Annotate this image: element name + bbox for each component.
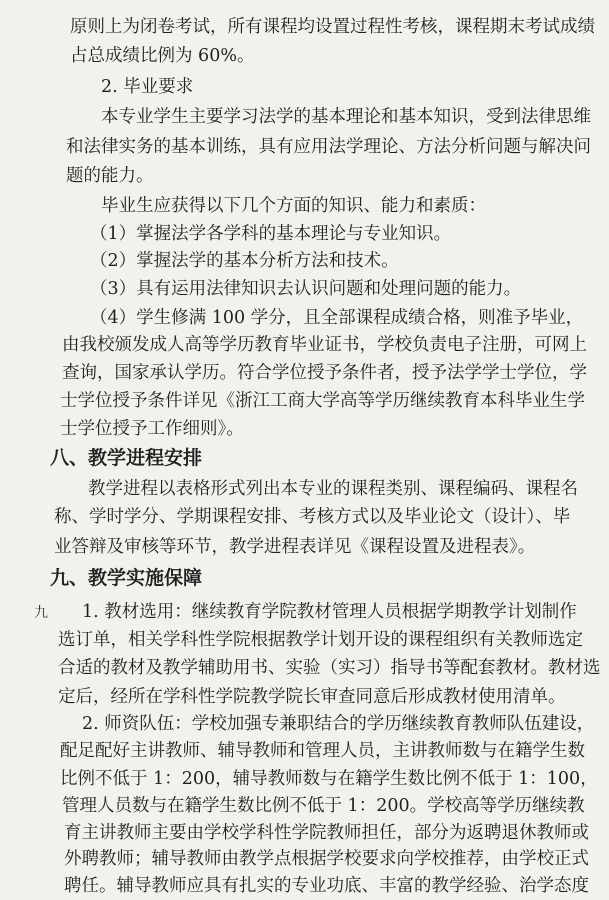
text-line-2: 占总成绩比例为 60%。 <box>70 45 255 66</box>
text-line-27: 配足配好主讲教师、辅导教师和管理人员，主讲教师数与在籍学生数 <box>60 741 585 762</box>
text-line-19: 业答辩及审核等环节，教学进程表详见《课程设置及进程表》。 <box>54 537 536 557</box>
text-line-5: 和法律实务的基本训练，具有应用法学理论、方法分析问题与解决问 <box>66 136 591 157</box>
text-line-13: 查询，国家承认学历。符合学位授予条件者，授予法学学士学位，学 <box>62 363 587 384</box>
text-line-9: （2）掌握法学的基本分析方法和技术。 <box>90 251 399 272</box>
text-line-6: 题的能力。 <box>66 166 154 187</box>
text-line-23: 选订单，相关学科性学院根据教学计划开设的课程组织有关教师选定 <box>58 629 583 650</box>
text-line-17: 教学进程以表格形式列出本专业的课程类别、课程编码、课程名 <box>88 478 578 499</box>
text-line-12: 由我校颁发成人高等学历教育毕业证书，学校负责电子注册，可网上 <box>62 335 587 356</box>
margin-mark: 九 <box>34 604 48 621</box>
text-line-18: 称、学时学分、学期课程安排、考核方式以及毕业论文（设计）、毕 <box>54 507 571 528</box>
text-line-1: 原则上为闭卷考试，所有课程均设置过程性考核，课程期末考试成绩 <box>70 17 595 38</box>
text-line-14: 士学位授予条件详见《浙江工商大学高等学历继续教育本科毕业生学 <box>60 390 585 411</box>
text-line-8: （1）掌握法学各学科的基本理论与专业知识。 <box>90 223 452 244</box>
text-line-31: 外聘教师；辅导教师由教学点根据学校要求向学校推荐，由学校正式 <box>64 849 589 870</box>
text-line-11: （4）学生修满 100 学分，且全部课程成绩合格，则准予毕业， <box>90 307 584 328</box>
text-line-28: 比例不低于 1：200，辅导教师数与在籍学生数比例不低于 1：100， <box>60 769 598 790</box>
text-line-29: 管理人员数与在籍学生数比例不低于 1：200。学校高等学历继续教 <box>62 795 585 816</box>
text-line-4: 本专业学生主要学习法学的基本理论和基本知识，受到法律思维 <box>101 107 591 128</box>
text-line-3: 2. 毕业要求 <box>101 76 194 97</box>
text-line-25: 定后，经所在学科性学院教学院长审查同意后形成教材使用清单。 <box>58 686 566 707</box>
text-line-7: 毕业生应获得以下几个方面的知识、能力和素质： <box>101 195 486 216</box>
text-line-15: 士学位授予工作细则》。 <box>60 418 244 439</box>
text-line-26: 2. 师资队伍：学校加强专兼职结合的学历继续教育教师队伍建设， <box>82 713 595 734</box>
section-heading-8: 八、教学进程安排 <box>50 447 203 470</box>
text-line-32: 聘任。辅导教师应具有扎实的专业功底、丰富的教学经验、治学态度 <box>64 876 589 897</box>
text-line-22: 1. 教材选用：继续教育学院教材管理人员根据学期教学计划制作 <box>82 601 577 622</box>
section-heading-9: 九、教学实施保障 <box>50 566 203 589</box>
text-line-10: （3）具有运用法律知识去认识问题和处理问题的能力。 <box>90 279 522 299</box>
text-line-30: 育主讲教师主要由学校学科性学院教师担任，部分为返聘退休教师或 <box>64 822 589 843</box>
text-line-24: 合适的教材及教学辅助用书、实验（实习）指导书等配套教材。教材选 <box>58 658 601 679</box>
